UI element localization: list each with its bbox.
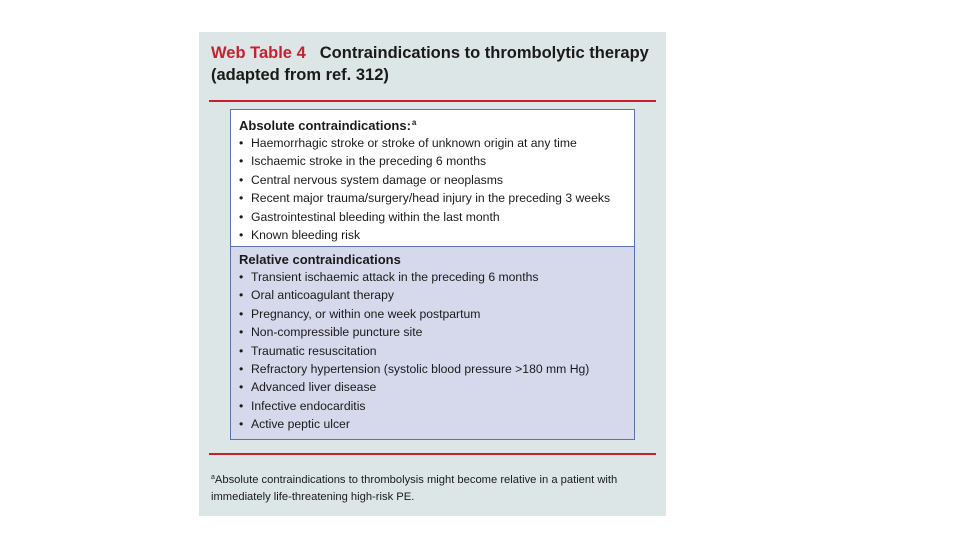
footnote-marker: a	[211, 474, 215, 481]
list-item: • Non-compressible puncture site	[239, 323, 627, 341]
list-item: • Infective endocarditis	[239, 397, 627, 415]
relative-contraindications-box	[230, 246, 635, 440]
absolute-heading: Absolute contraindications:$^a$	[239, 118, 417, 133]
list-item: • Oral anticoagulant therapy	[239, 286, 627, 304]
list-item: • Traumatic resuscitation	[239, 342, 627, 360]
list-item: • Pregnancy, or within one week postpartum	[239, 305, 627, 323]
relative-heading: Relative contraindications	[239, 252, 401, 267]
list-item: • Active peptic ulcer	[239, 415, 627, 433]
list-item: • Refractory hypertension (systolic blood pressure >180 mm Hg)	[239, 360, 627, 378]
table-title-text: Contraindications to thrombolytic therapy (adapted from ref. 312)	[211, 44, 649, 84]
absolute-list	[239, 134, 627, 244]
table-panel	[199, 32, 666, 516]
list-item: • Advanced liver disease	[239, 378, 627, 396]
relative-list	[239, 268, 627, 434]
footnote	[211, 469, 661, 506]
bottom-divider	[209, 453, 656, 455]
list-item: • Recent major trauma/surgery/head injury in the preceding 3 weeks	[239, 189, 627, 207]
list-item: • Haemorrhagic stroke or stroke of unknown origin at any time	[239, 134, 627, 152]
list-item: • Ischaemic stroke in the preceding 6 months	[239, 152, 627, 170]
absolute-contraindications-box	[230, 109, 635, 247]
list-item: • Central nervous system damage or neoplasms	[239, 171, 627, 189]
footnote-text: Absolute contraindications to thrombolysis might become relative in a patient with immediately life-threatening high-risk PE.	[211, 474, 618, 503]
list-item: • Transient ischaemic attack in the preceding 6 months	[239, 268, 627, 286]
table-title	[211, 42, 659, 86]
top-divider	[209, 100, 656, 102]
list-item: • Gastrointestinal bleeding within the last month	[239, 208, 627, 226]
table-label: Web Table 4	[211, 44, 306, 62]
absolute-footnote-marker: a	[411, 118, 417, 127]
list-item: • Known bleeding risk	[239, 226, 627, 244]
